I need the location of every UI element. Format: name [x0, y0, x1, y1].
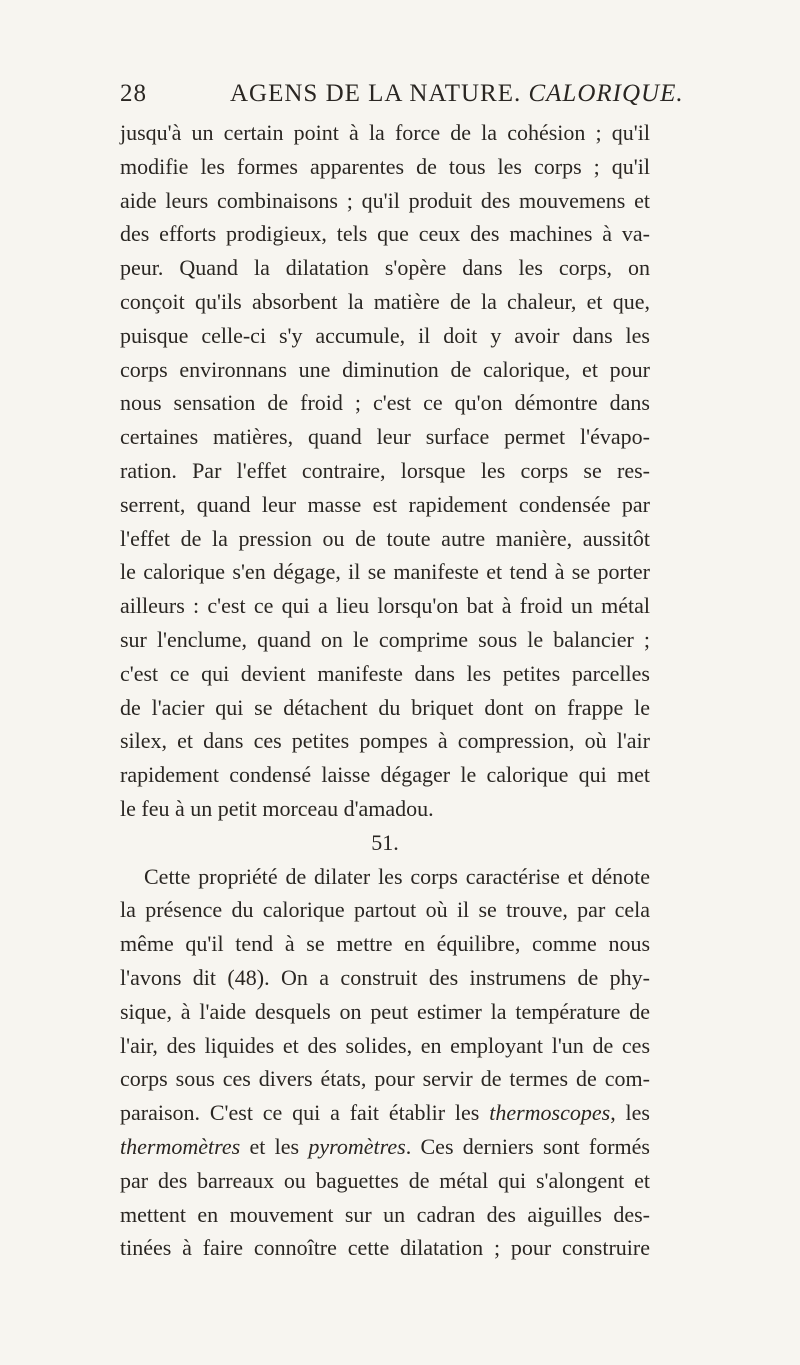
text-line: modifie les formes apparentes de tous les corps ; qu'il: [120, 153, 650, 179]
text-line: ration. Par l'effet contraire, lorsque les corps se res-: [120, 457, 650, 483]
text-line: aide leurs combinaisons ; qu'il produit des mouvemens et: [120, 187, 650, 213]
text-line: puisque celle-ci s'y accumule, il doit y avoir dans les: [120, 322, 650, 348]
text-line: sur l'enclume, quand on le comprime sous le balancier ;: [120, 626, 650, 652]
text-line: de l'acier qui se détachent du briquet dont on frappe le: [120, 694, 650, 720]
body-text: [120, 116, 650, 1265]
text-line: tinées à faire connoître cette dilatation ; pour construire: [120, 1235, 650, 1261]
page-header: [120, 80, 684, 116]
text-line: des efforts prodigieux, tels que ceux des machines à va-: [120, 221, 650, 247]
text-line: par des barreaux ou baguettes de métal qui s'alongent et: [120, 1167, 650, 1193]
text-line: rapidement condensé laisse dégager le calorique qui met: [120, 762, 650, 788]
text-line: nous sensation de froid ; c'est ce qu'on démontre dans: [120, 390, 650, 416]
text-line: la présence du calorique partout où il se trouve, par cela: [120, 897, 650, 923]
section-number: 51.: [371, 829, 399, 855]
running-title-sub: CALORIQUE.: [528, 80, 684, 107]
text-line: [120, 1096, 650, 1130]
running-title: [230, 80, 684, 108]
text-segment: paraison. C'est ce qui a fait établir les: [120, 1100, 490, 1126]
text-line: l'air, des liquides et des solides, en employant l'un de ces: [120, 1032, 650, 1058]
page-number: 28: [120, 80, 147, 107]
text-line: [120, 1130, 650, 1164]
text-line: c'est ce qui devient manifeste dans les petites parcelles: [120, 660, 650, 686]
text-line: corps environnans une diminution de calorique, et pour: [120, 356, 650, 382]
italic-term: pyromètres: [308, 1133, 406, 1159]
text-line: ailleurs : c'est ce qui a lieu lorsqu'on bat à froid un métal: [120, 593, 650, 619]
text-line: sique, à l'aide desquels on peut estimer la température de: [120, 998, 650, 1024]
text-line: silex, et dans ces petites pompes à compression, où l'air: [120, 728, 650, 754]
text-segment: et les: [240, 1133, 309, 1159]
text-line: le feu à un petit morceau d'amadou.: [120, 795, 434, 821]
text-line: mettent en mouvement sur un cadran des aiguilles des-: [120, 1201, 650, 1227]
text-line: peur. Quand la dilatation s'opère dans les corps, on: [120, 255, 650, 281]
text-segment: , les: [610, 1100, 650, 1126]
text-line: Cette propriété de dilater les corps caractérise et dénote: [144, 863, 650, 889]
text-line: conçoit qu'ils absorbent la matière de la chaleur, et que,: [120, 288, 650, 314]
text-line: certaines matières, quand leur surface permet l'évapo-: [120, 424, 650, 450]
italic-term: thermomètres: [120, 1133, 241, 1159]
text-line: l'avons dit (48). On a construit des instrumens de phy-: [120, 964, 650, 990]
italic-term: thermoscopes: [489, 1100, 611, 1126]
text-line: même qu'il tend à se mettre en équilibre, comme nous: [120, 931, 650, 957]
text-line: jusqu'à un certain point à la force de la cohésion ; qu'il: [120, 120, 650, 145]
text-line: corps sous ces divers états, pour servir de termes de com-: [120, 1066, 650, 1092]
text-line: le calorique s'en dégage, il se manifeste et tend à se porter: [120, 559, 650, 585]
text-segment: . Ces derniers sont formés: [405, 1133, 650, 1159]
text-line: l'effet de la pression ou de toute autre manière, aussitôt: [120, 525, 650, 551]
text-line: serrent, quand leur masse est rapidement condensée par: [120, 491, 650, 517]
running-title-main: AGENS DE LA NATURE.: [230, 80, 522, 107]
